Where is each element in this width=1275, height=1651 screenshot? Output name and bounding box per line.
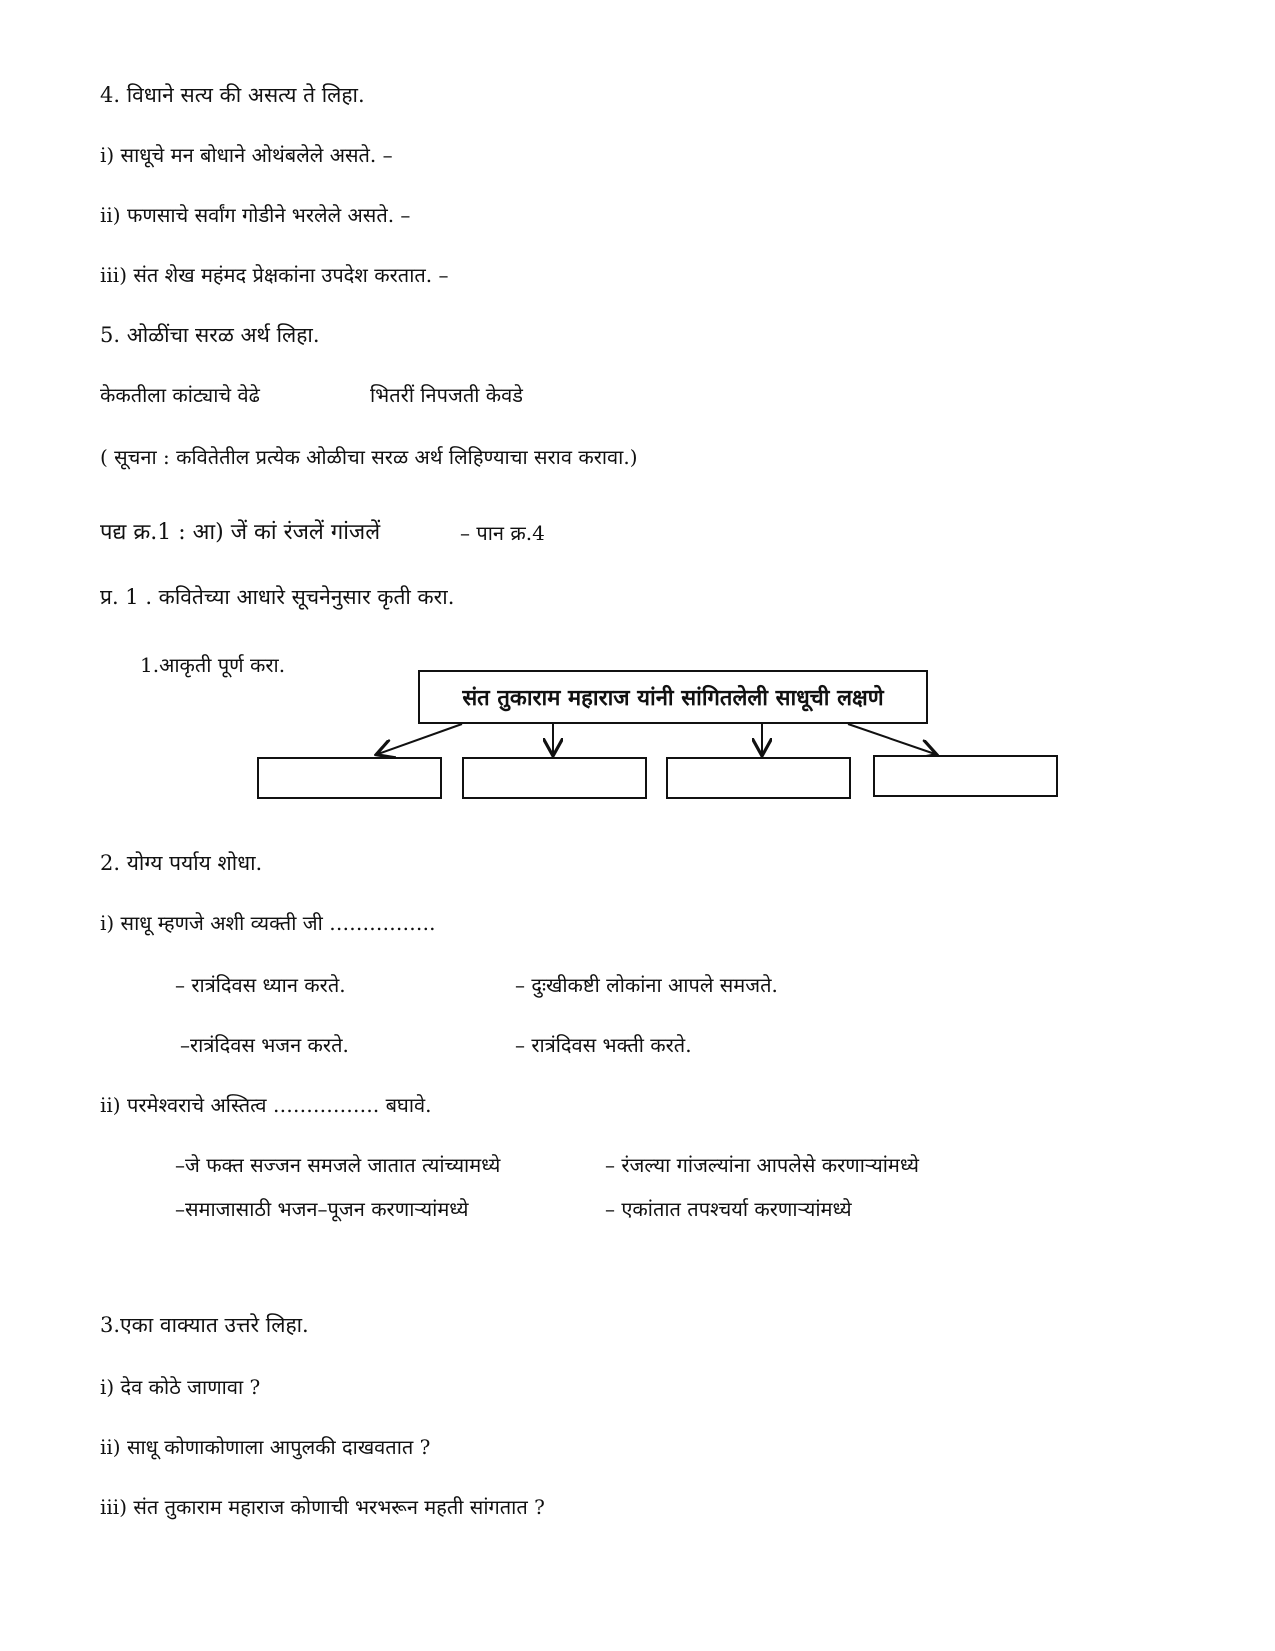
arrow-1 <box>378 724 462 754</box>
act2-q2-option-4: – एकांतात तपश्चर्या करणाऱ्यांमध्ये <box>605 1197 852 1221</box>
act2-q2-option-3: –समाजासाठी भजन–पूजन करणाऱ्यांमध्ये <box>175 1197 469 1221</box>
answer-box-2[interactable] <box>462 757 647 799</box>
act2-q1-option-2: – दुःखीकष्टी लोकांना आपले समजते. <box>515 973 778 997</box>
q4-heading: 4. विधाने सत्य की असत्य ते लिहा. <box>100 83 365 107</box>
act3-item-1: i) देव कोठे जाणावा ? <box>100 1375 261 1399</box>
p1-heading: प्र. 1 . कवितेच्या आधारे सूचनेनुसार कृती करा. <box>100 585 455 609</box>
act2-q1-option-3: –रात्रंदिवस भजन करते. <box>180 1033 349 1057</box>
diagram-title-box: संत तुकाराम महाराज यांनी सांगितलेली साधूची लक्षणे <box>418 670 928 724</box>
poem-page-ref: – पान क्र.4 <box>460 521 545 545</box>
q5-heading: 5. ओळींचा सरळ अर्थ लिहा. <box>100 323 320 347</box>
q4-item-2: ii) फणसाचे सर्वांग गोडीने भरलेले असते. – <box>100 203 411 227</box>
q4-item-3: iii) संत शेख महंमद प्रेक्षकांना उपदेश करतात. – <box>100 263 449 287</box>
q5-note: ( सूचना : कवितेतील प्रत्येक ओळीचा सरळ अर्थ लिहिण्याचा सराव करावा.) <box>100 445 638 469</box>
act2-q2-option-2: – रंजल्या गांजल्यांना आपलेसे करणाऱ्यांमध्ये <box>605 1153 919 1177</box>
act2-q2: ii) परमेश्वराचे अस्तित्व ……………. बघावे. <box>100 1093 432 1117</box>
q5-line-b: भितरीं निपजती केवडे <box>370 383 523 407</box>
act3-heading: 3.एका वाक्यात उत्तरे लिहा. <box>100 1313 309 1337</box>
q5-line-a: केकतीला कांट्याचे वेढे <box>100 383 260 407</box>
act3-item-3: iii) संत तुकाराम महाराज कोणाची भरभरून महती सांगतात ? <box>100 1495 545 1519</box>
poem-title: पद्य क्र.1 : आ) जें कां रंजलें गांजलें <box>100 520 381 545</box>
act2-heading: 2. योग्य पर्याय शोधा. <box>100 851 263 875</box>
act2-q1: i) साधू म्हणजे अशी व्यक्ती जी ……………. <box>100 911 436 935</box>
q4-item-1: i) साधूचे मन बोधाने ओथंबलेले असते. – <box>100 143 393 167</box>
answer-box-4[interactable] <box>873 755 1058 797</box>
act3-item-2: ii) साधू कोणाकोणाला आपुलकी दाखवतात ? <box>100 1435 431 1459</box>
answer-box-3[interactable] <box>666 757 851 799</box>
act2-q2-option-1: –जे फक्त सज्जन समजले जातात त्यांच्यामध्ये <box>175 1153 501 1177</box>
arrow-4 <box>848 724 935 754</box>
answer-box-1[interactable] <box>257 757 442 799</box>
act1-label: 1.आकृती पूर्ण करा. <box>140 653 286 677</box>
act2-q1-option-4: – रात्रंदिवस भक्ती करते. <box>515 1033 692 1057</box>
act2-q1-option-1: – रात्रंदिवस ध्यान करते. <box>175 973 346 997</box>
